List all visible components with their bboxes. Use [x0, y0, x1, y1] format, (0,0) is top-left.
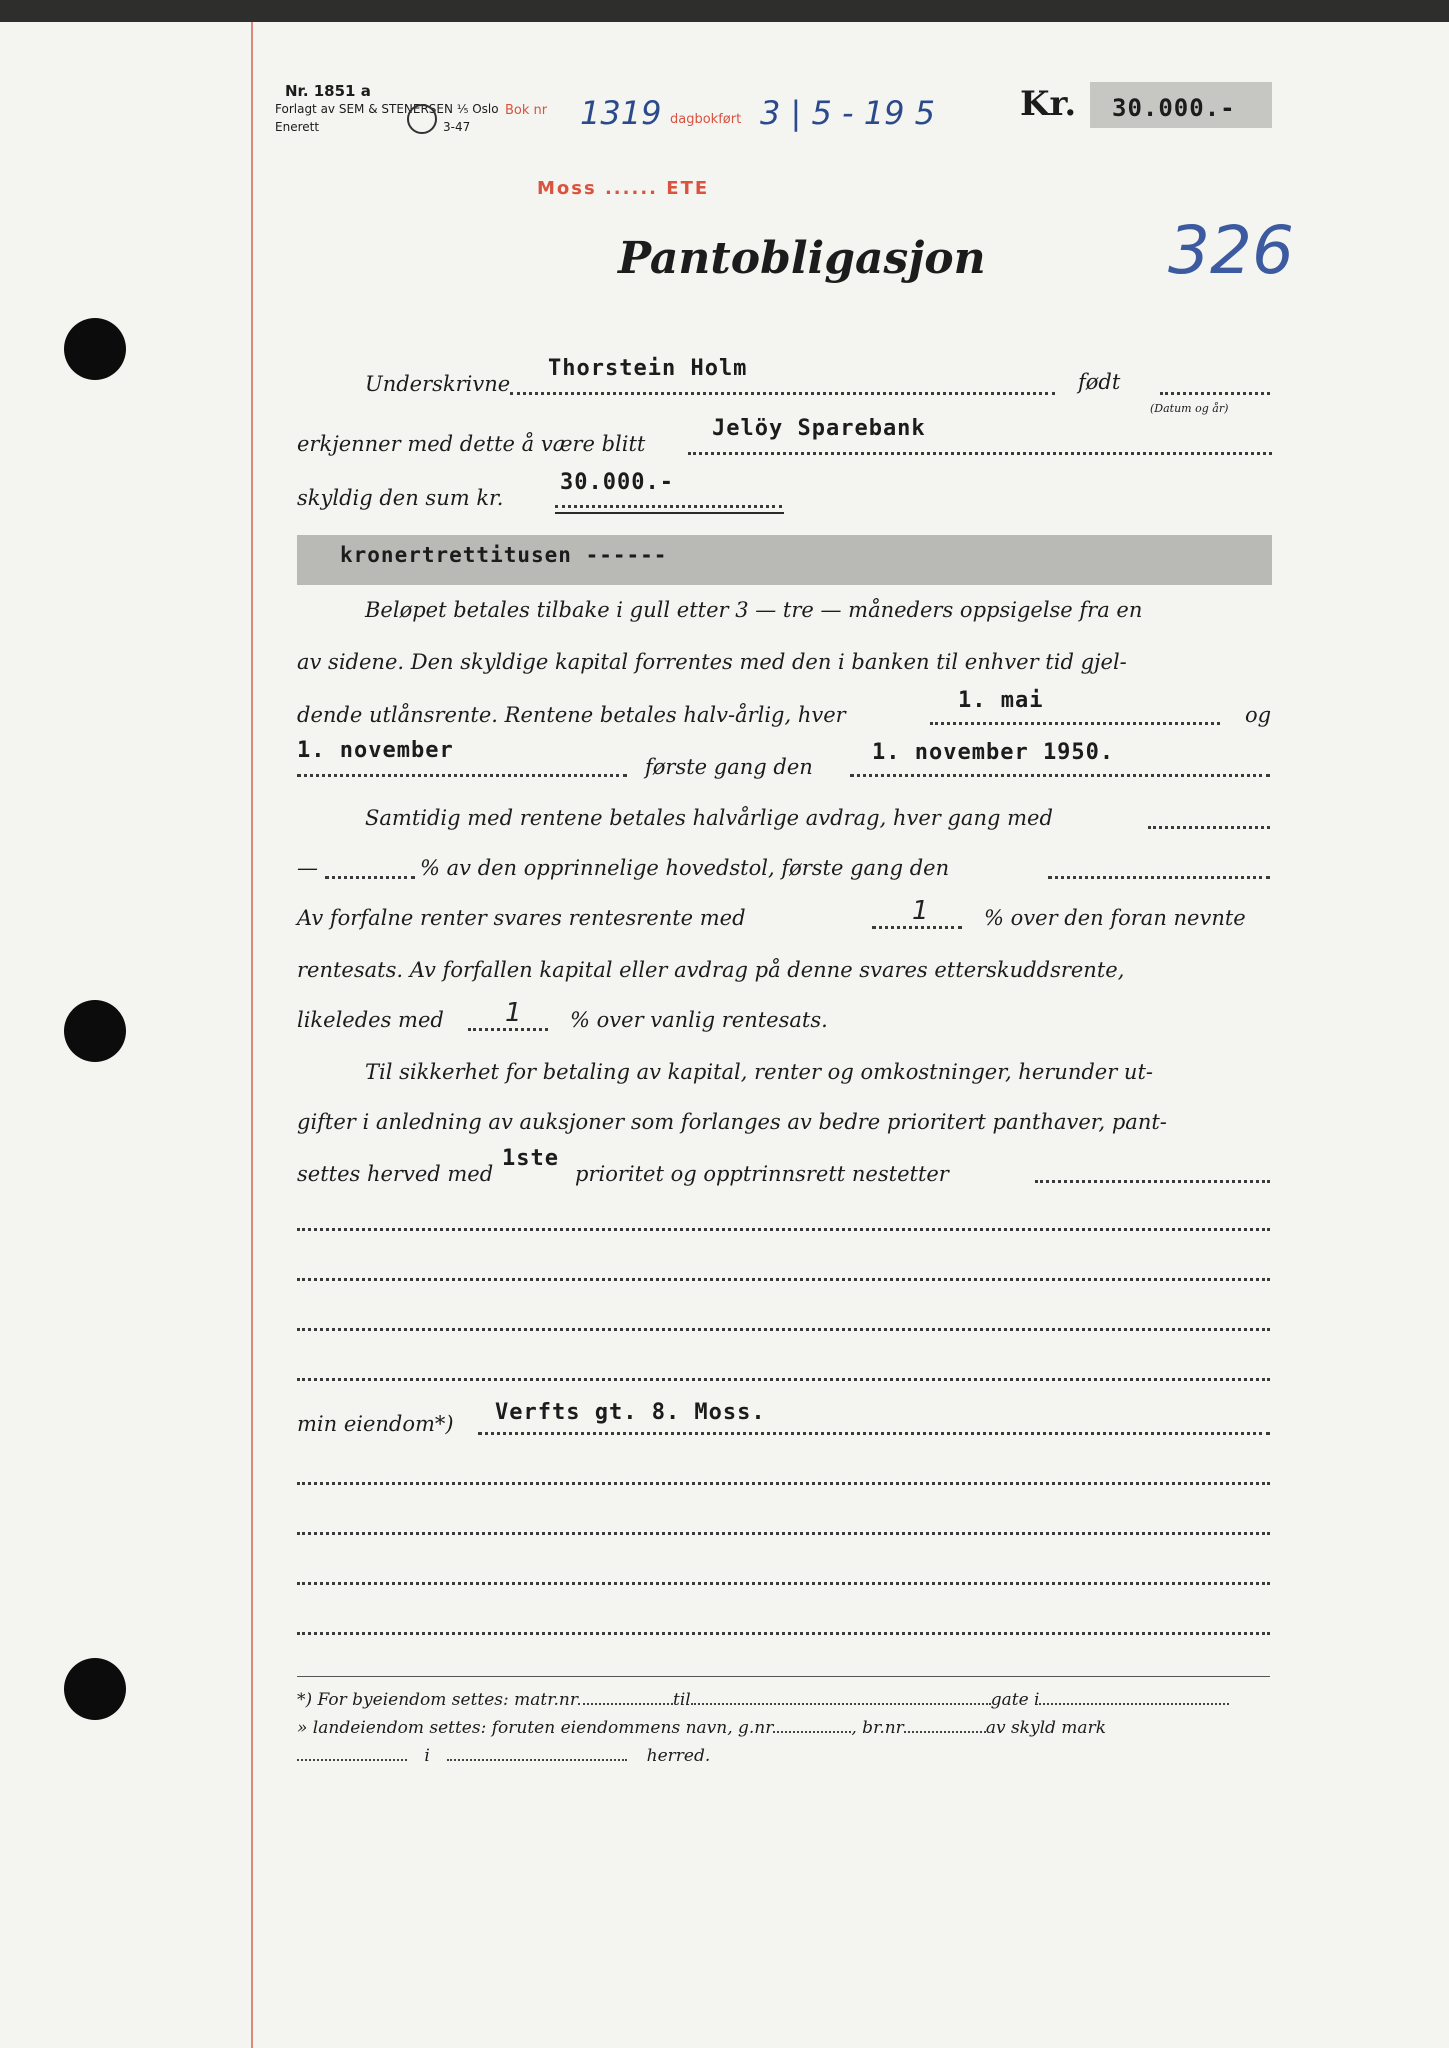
footnote-l3a: i	[424, 1746, 430, 1766]
sum-value: 30.000.-	[560, 470, 674, 495]
blank-line	[297, 1582, 1270, 1585]
creditor-dots	[688, 452, 1272, 455]
blank-line	[297, 1278, 1270, 1281]
body-p3-line3b: % over vanlig rentesats.	[570, 1008, 828, 1032]
body-p4-line3: settes herved med	[297, 1162, 494, 1186]
eiendom-label: min eiendom*)	[297, 1412, 454, 1436]
interest-date1-dots	[930, 722, 1220, 725]
footnote-l1c: gate i	[990, 1690, 1040, 1710]
footnote-l1b: til	[673, 1690, 691, 1710]
rentesrente-value: 1	[912, 896, 929, 926]
registration-stamp	[505, 100, 547, 118]
stamp-label: Bok nr	[505, 103, 548, 118]
body-p1-line3: dende utlånsrente. Rentene betales halv-årlig, hver	[297, 703, 846, 727]
fodt-label: født	[1078, 370, 1121, 394]
body-p4-line2: gifter i anledning av auksjoner som forlanges av bedre prioritert panthaver, pant-	[297, 1110, 1167, 1134]
footnote-l1a: *) For byeiendom settes: matr.nr	[297, 1690, 578, 1710]
eiendom-value: Verfts gt. 8. Moss.	[495, 1400, 766, 1425]
footnote-l2b: , br.nr	[851, 1718, 904, 1738]
footnote-line2	[297, 1718, 1106, 1738]
body-p4-line1: Til sikkerhet for betaling av kapital, renter og omkostninger, herunder ut-	[365, 1060, 1153, 1084]
body-forste-gang: første gang den	[645, 755, 813, 779]
blank-line	[297, 1632, 1270, 1635]
publisher-logo	[407, 104, 437, 134]
blank-line	[297, 1328, 1270, 1331]
scan-top-edge	[0, 0, 1449, 22]
sum-dots	[555, 505, 782, 508]
interest-date2-dots	[297, 774, 627, 777]
priority-value: 1ste	[502, 1146, 559, 1171]
body-p2-line1: Samtidig med rentene betales halvårlige avdrag, hver gang med	[365, 806, 1053, 830]
kr-amount: 30.000.-	[1112, 94, 1236, 122]
body-p4-line3b: prioritet og opptrinnsrett nestetter	[575, 1162, 949, 1186]
etterskudd-value: 1	[505, 998, 522, 1028]
skyldig-label: skyldig den sum kr.	[297, 486, 504, 510]
blank-line	[297, 1378, 1270, 1381]
footnote-line3	[297, 1746, 710, 1766]
stamp-number: 1319	[580, 94, 662, 132]
underskrivne-label: Underskrivne	[365, 372, 511, 396]
underskrivne-dots	[510, 392, 1055, 395]
datum-note: (Datum og år)	[1150, 402, 1229, 415]
form-header	[275, 82, 499, 138]
avdrag-dash: —	[297, 856, 318, 880]
stamp-office: Moss ...... ETE	[537, 178, 710, 199]
body-p3-line1: Av forfalne renter svares rentesrente med	[297, 906, 746, 930]
kr-label: Kr.	[1020, 84, 1077, 124]
footnote-l3b: herred.	[646, 1746, 711, 1766]
first-payment-date: 1. november 1950.	[872, 740, 1115, 765]
margin-line	[251, 22, 253, 2048]
stamp-date: 3 | 5 - 19 5	[760, 94, 935, 132]
underskrivne-value: Thorstein Holm	[548, 356, 748, 381]
body-p3-line3: likeledes med	[297, 1008, 444, 1032]
punch-hole	[64, 1658, 126, 1720]
blank-line	[297, 1228, 1270, 1231]
etterskudd-dots	[468, 1028, 548, 1031]
interest-date1: 1. mai	[958, 688, 1044, 713]
form-number: Nr. 1851 a	[285, 82, 371, 100]
body-p1-line2: av sidene. Den skyldige kapital forrentes med den i banken til enhver tid gjel-	[297, 650, 1127, 674]
creditor-value: Jelöy Sparebank	[712, 416, 926, 441]
publisher-date: 3-47	[443, 120, 471, 134]
interest-date2: 1. november	[297, 738, 454, 763]
punch-hole	[64, 318, 126, 380]
blank-line	[297, 1482, 1270, 1485]
priority-dots	[1035, 1180, 1270, 1183]
footnote-l2c: av skyld mark	[985, 1718, 1106, 1738]
blank-line	[297, 1532, 1270, 1535]
stamp-dagbok: dagbokført	[670, 112, 742, 127]
avdrag-pct-dots	[325, 876, 415, 879]
avdrag-dots	[1148, 826, 1270, 829]
body-p1-line1: Beløpet betales tilbake i gull etter 3 — tre — måneders oppsigelse fra en	[365, 598, 1143, 622]
erkjenner-label: erkjenner med dette å være blitt	[297, 432, 646, 456]
body-p3-line2: rentesats. Av forfallen kapital eller avdrag på denne svares etterskuddsrente,	[297, 958, 1125, 982]
eiendom-dots	[478, 1432, 1270, 1435]
body-p2-line2: % av den opprinnelige hovedstol, første gang den	[420, 856, 950, 880]
body-og: og	[1245, 703, 1272, 727]
sum-underline	[555, 512, 784, 514]
avdrag-date-dots	[1048, 876, 1270, 879]
footnote-l2a: » landeiendom settes: foruten eiendommens navn, g.nr	[297, 1718, 774, 1738]
body-p3-line1b: % over den foran nevnte	[984, 906, 1246, 930]
footnote-rule	[297, 1676, 1270, 1677]
publisher-line: Forlagt av SEM & STENERSEN ¹⁄₅ Oslo	[275, 102, 499, 116]
page-title: Pantobligasjon	[618, 233, 986, 284]
handwritten-folio-number: 326	[1168, 212, 1294, 289]
first-date-dots	[850, 774, 1270, 777]
publisher-enerett: Enerett	[275, 120, 320, 134]
amount-words: kronertrettitusen ------	[340, 543, 668, 567]
rentesrente-dots	[872, 926, 962, 929]
punch-hole	[64, 1000, 126, 1062]
footnote-line1	[297, 1690, 1229, 1710]
fodt-dots	[1160, 392, 1270, 395]
